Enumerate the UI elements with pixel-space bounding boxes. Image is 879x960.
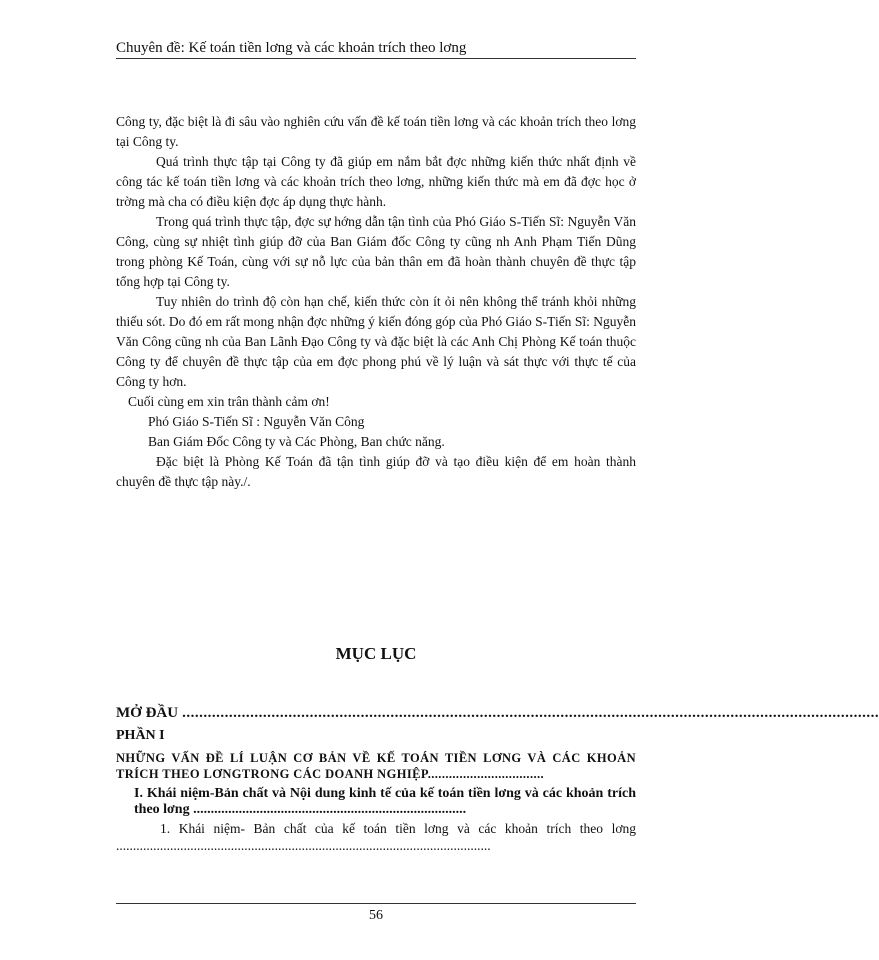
paragraph-4: Tuy nhiên do trình độ còn hạn chế, kiến thức còn ít ỏi nên không thể tránh khỏi những thiếu sót. Do đó em rất mong nhận đợc những ý kiến đóng góp của Phó Giáo S-Tiến Sĩ: Nguyễn Văn Công cũng nh của Ban Lãnh Đạo Công ty và đặc biệt là các Anh Chị Phòng Kế toán thuộc Công ty để chuyên đề thực tập của em đợc phong phú về lý luận và sát thực với thực tế của Công ty hơn. xyxy=(116,294,636,389)
running-header: Chuyên đề: Kế toán tiền lơng và các khoản trích theo lơng xyxy=(116,40,636,59)
toc-entry xyxy=(116,727,636,744)
toc-entry xyxy=(116,750,636,782)
toc-entry-label: 1. Khái niệm- Bản chất của kế toán tiền lơng và các khoản trích theo lơng xyxy=(160,821,636,836)
toc-leader-dots: ............................................................................................................... xyxy=(116,838,491,853)
paragraph-1: Công ty, đặc biệt là đi sâu vào nghiên cứu vấn đề kế toán tiền lơng và các khoản trích theo lơng tại Công ty. xyxy=(116,114,636,149)
toc-title: MỤC LỤC xyxy=(335,644,417,663)
toc-entry-label: MỞ ĐẦU xyxy=(116,705,179,721)
toc-entry xyxy=(116,786,636,818)
toc-leader-dots: .............................................................................. xyxy=(189,802,467,817)
toc-entry-label: PHẦN I xyxy=(116,728,165,743)
table-of-contents xyxy=(116,704,879,854)
toc-leader-dots: ................................. xyxy=(427,767,545,781)
toc-entry-label: I. Khái niệm-Bản chất và Nội dung kinh tế của kế toán tiền lơng và các khoản trích theo lơng xyxy=(134,786,636,817)
toc-leader-dots: .................................................................................................................................................................... xyxy=(182,705,879,721)
page-number: 56 xyxy=(369,908,383,923)
paragraph-7: Ban Giám Đốc Công ty và Các Phòng, Ban chức năng. xyxy=(148,434,445,449)
toc-entry xyxy=(116,704,879,723)
paragraph-6: Phó Giáo S-Tiến Sĩ : Nguyễn Văn Công xyxy=(148,414,365,429)
paragraph-8: Đặc biệt là Phòng Kế Toán đã tận tình giúp đỡ và tạo điều kiện để em hoàn thành chuyên đề thực tập này./. xyxy=(116,454,636,489)
toc-entry-label: NHỮNG VẤN ĐỀ LÍ LUẬN CƠ BẢN VỀ KẾ TOÁN TIỀN LƠNG VÀ CÁC KHOẢN TRÍCH THEO LƠNGTRONG CÁC DOANH NGHIỆP xyxy=(116,751,636,781)
paragraph-2: Quá trình thực tập tại Công ty đã giúp em nắm bắt đợc những kiến thức nhất định về công tác kế toán tiền lơng và các khoản trích theo lơng, những kiến thức mà em đã đợc học ở trờng mà cha có điều kiện đợc áp dụng thực hành. xyxy=(116,154,636,209)
toc-entry xyxy=(116,820,636,854)
body-text xyxy=(116,112,636,492)
paragraph-5: Cuối cùng em xin trân thành cảm ơn! xyxy=(128,394,330,409)
footer-rule xyxy=(116,903,636,904)
paragraph-3: Trong quá trình thực tập, đợc sự hớng dẫn tận tình của Phó Giáo S-Tiến Sĩ: Nguyễn Văn Công, cùng sự nhiệt tình giúp đỡ của Ban Giám đốc Công ty cũng nh Anh Phạm Tiến Dũng trong phòng Kế Toán, cùng với sự nỗ lực của bản thân em đã hoàn thành chuyên đề thực tập tổng hợp tại Công ty. xyxy=(116,214,636,289)
